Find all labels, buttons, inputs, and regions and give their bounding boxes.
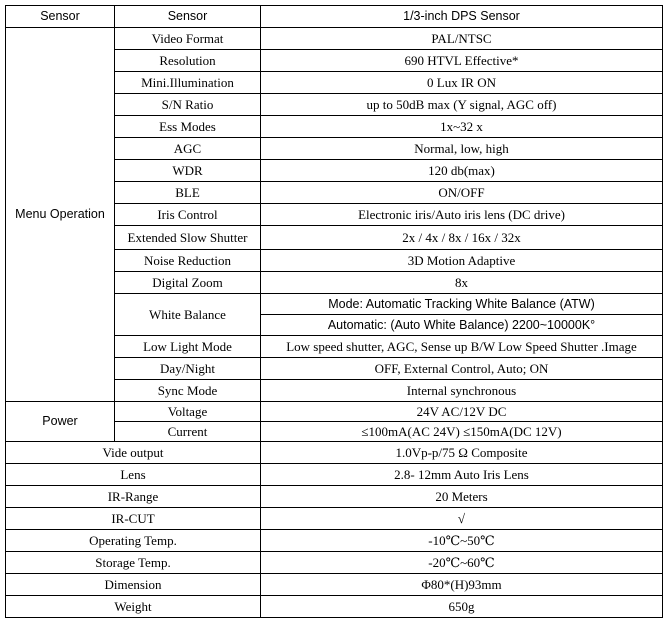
label-ess-modes: Ess Modes bbox=[115, 116, 261, 138]
group-label-sensor: Sensor bbox=[6, 6, 115, 28]
spec-table bbox=[5, 5, 663, 618]
label-agc: AGC bbox=[115, 138, 261, 160]
label-extended-slow-shutter: Extended Slow Shutter bbox=[115, 226, 261, 250]
value-mini-illumination: 0 Lux IR ON bbox=[261, 72, 663, 94]
value-ir-range: 20 Meters bbox=[261, 486, 663, 508]
value-iris-control: Electronic iris/Auto iris lens (DC drive) bbox=[261, 204, 663, 226]
value-digital-zoom: 8x bbox=[261, 272, 663, 294]
value-ble: ON/OFF bbox=[261, 182, 663, 204]
group-label-power: Power bbox=[6, 402, 115, 442]
label-ir-range: IR-Range bbox=[6, 486, 261, 508]
value-operating-temp: -10℃~50℃ bbox=[261, 530, 663, 552]
row-sensor bbox=[6, 6, 663, 28]
label-ir-cut: IR-CUT bbox=[6, 508, 261, 530]
label-voltage: Voltage bbox=[115, 402, 261, 422]
value-resolution: 690 HTVL Effective* bbox=[261, 50, 663, 72]
label-lens: Lens bbox=[6, 464, 261, 486]
label-white-balance: White Balance bbox=[115, 294, 261, 336]
row-ir-cut bbox=[6, 508, 663, 530]
row-video-format bbox=[6, 28, 663, 50]
value-video-output: 1.0Vp-p/75 Ω Composite bbox=[261, 442, 663, 464]
value-noise-reduction: 3D Motion Adaptive bbox=[261, 250, 663, 272]
row-voltage bbox=[6, 402, 663, 422]
label-operating-temp: Operating Temp. bbox=[6, 530, 261, 552]
row-lens bbox=[6, 464, 663, 486]
value-sync-mode: Internal synchronous bbox=[261, 380, 663, 402]
group-label-menu-operation: Menu Operation bbox=[6, 28, 115, 402]
label-storage-temp: Storage Temp. bbox=[6, 552, 261, 574]
row-dimension bbox=[6, 574, 663, 596]
label-video-format: Video Format bbox=[115, 28, 261, 50]
label-noise-reduction: Noise Reduction bbox=[115, 250, 261, 272]
value-voltage: 24V AC/12V DC bbox=[261, 402, 663, 422]
label-dimension: Dimension bbox=[6, 574, 261, 596]
label-mini-illumination: Mini.Illumination bbox=[115, 72, 261, 94]
row-storage-temp bbox=[6, 552, 663, 574]
value-lens: 2.8- 12mm Auto Iris Lens bbox=[261, 464, 663, 486]
row-ir-range bbox=[6, 486, 663, 508]
value-wdr: 120 db(max) bbox=[261, 160, 663, 182]
value-white-balance-mode: Mode: Automatic Tracking White Balance (ATW) bbox=[261, 294, 663, 315]
value-dimension: Φ80*(H)93mm bbox=[261, 574, 663, 596]
row-operating-temp bbox=[6, 530, 663, 552]
row-video-output bbox=[6, 442, 663, 464]
label-sync-mode: Sync Mode bbox=[115, 380, 261, 402]
label-wdr: WDR bbox=[115, 160, 261, 182]
label-current: Current bbox=[115, 422, 261, 442]
row-weight bbox=[6, 596, 663, 618]
label-iris-control: Iris Control bbox=[115, 204, 261, 226]
value-ess-modes: 1x~32 x bbox=[261, 116, 663, 138]
value-agc: Normal, low, high bbox=[261, 138, 663, 160]
value-storage-temp: -20℃~60℃ bbox=[261, 552, 663, 574]
value-video-format: PAL/NTSC bbox=[261, 28, 663, 50]
label-weight: Weight bbox=[6, 596, 261, 618]
value-sn-ratio: up to 50dB max (Y signal, AGC off) bbox=[261, 94, 663, 116]
value-weight: 650g bbox=[261, 596, 663, 618]
value-sensor: 1/3-inch DPS Sensor bbox=[261, 6, 663, 28]
label-video-output: Vide output bbox=[6, 442, 261, 464]
value-ir-cut: √ bbox=[261, 508, 663, 530]
value-current: ≤100mA(AC 24V) ≤150mA(DC 12V) bbox=[261, 422, 663, 442]
value-day-night: OFF, External Control, Auto; ON bbox=[261, 358, 663, 380]
label-resolution: Resolution bbox=[115, 50, 261, 72]
value-low-light-mode: Low speed shutter, AGC, Sense up B/W Low Speed Shutter .Image bbox=[261, 336, 663, 358]
label-sensor: Sensor bbox=[115, 6, 261, 28]
label-low-light-mode: Low Light Mode bbox=[115, 336, 261, 358]
label-digital-zoom: Digital Zoom bbox=[115, 272, 261, 294]
label-day-night: Day/Night bbox=[115, 358, 261, 380]
value-extended-slow-shutter: 2x / 4x / 8x / 16x / 32x bbox=[261, 226, 663, 250]
value-white-balance-auto: Automatic: (Auto White Balance) 2200~10000K° bbox=[261, 315, 663, 336]
label-ble: BLE bbox=[115, 182, 261, 204]
label-sn-ratio: S/N Ratio bbox=[115, 94, 261, 116]
